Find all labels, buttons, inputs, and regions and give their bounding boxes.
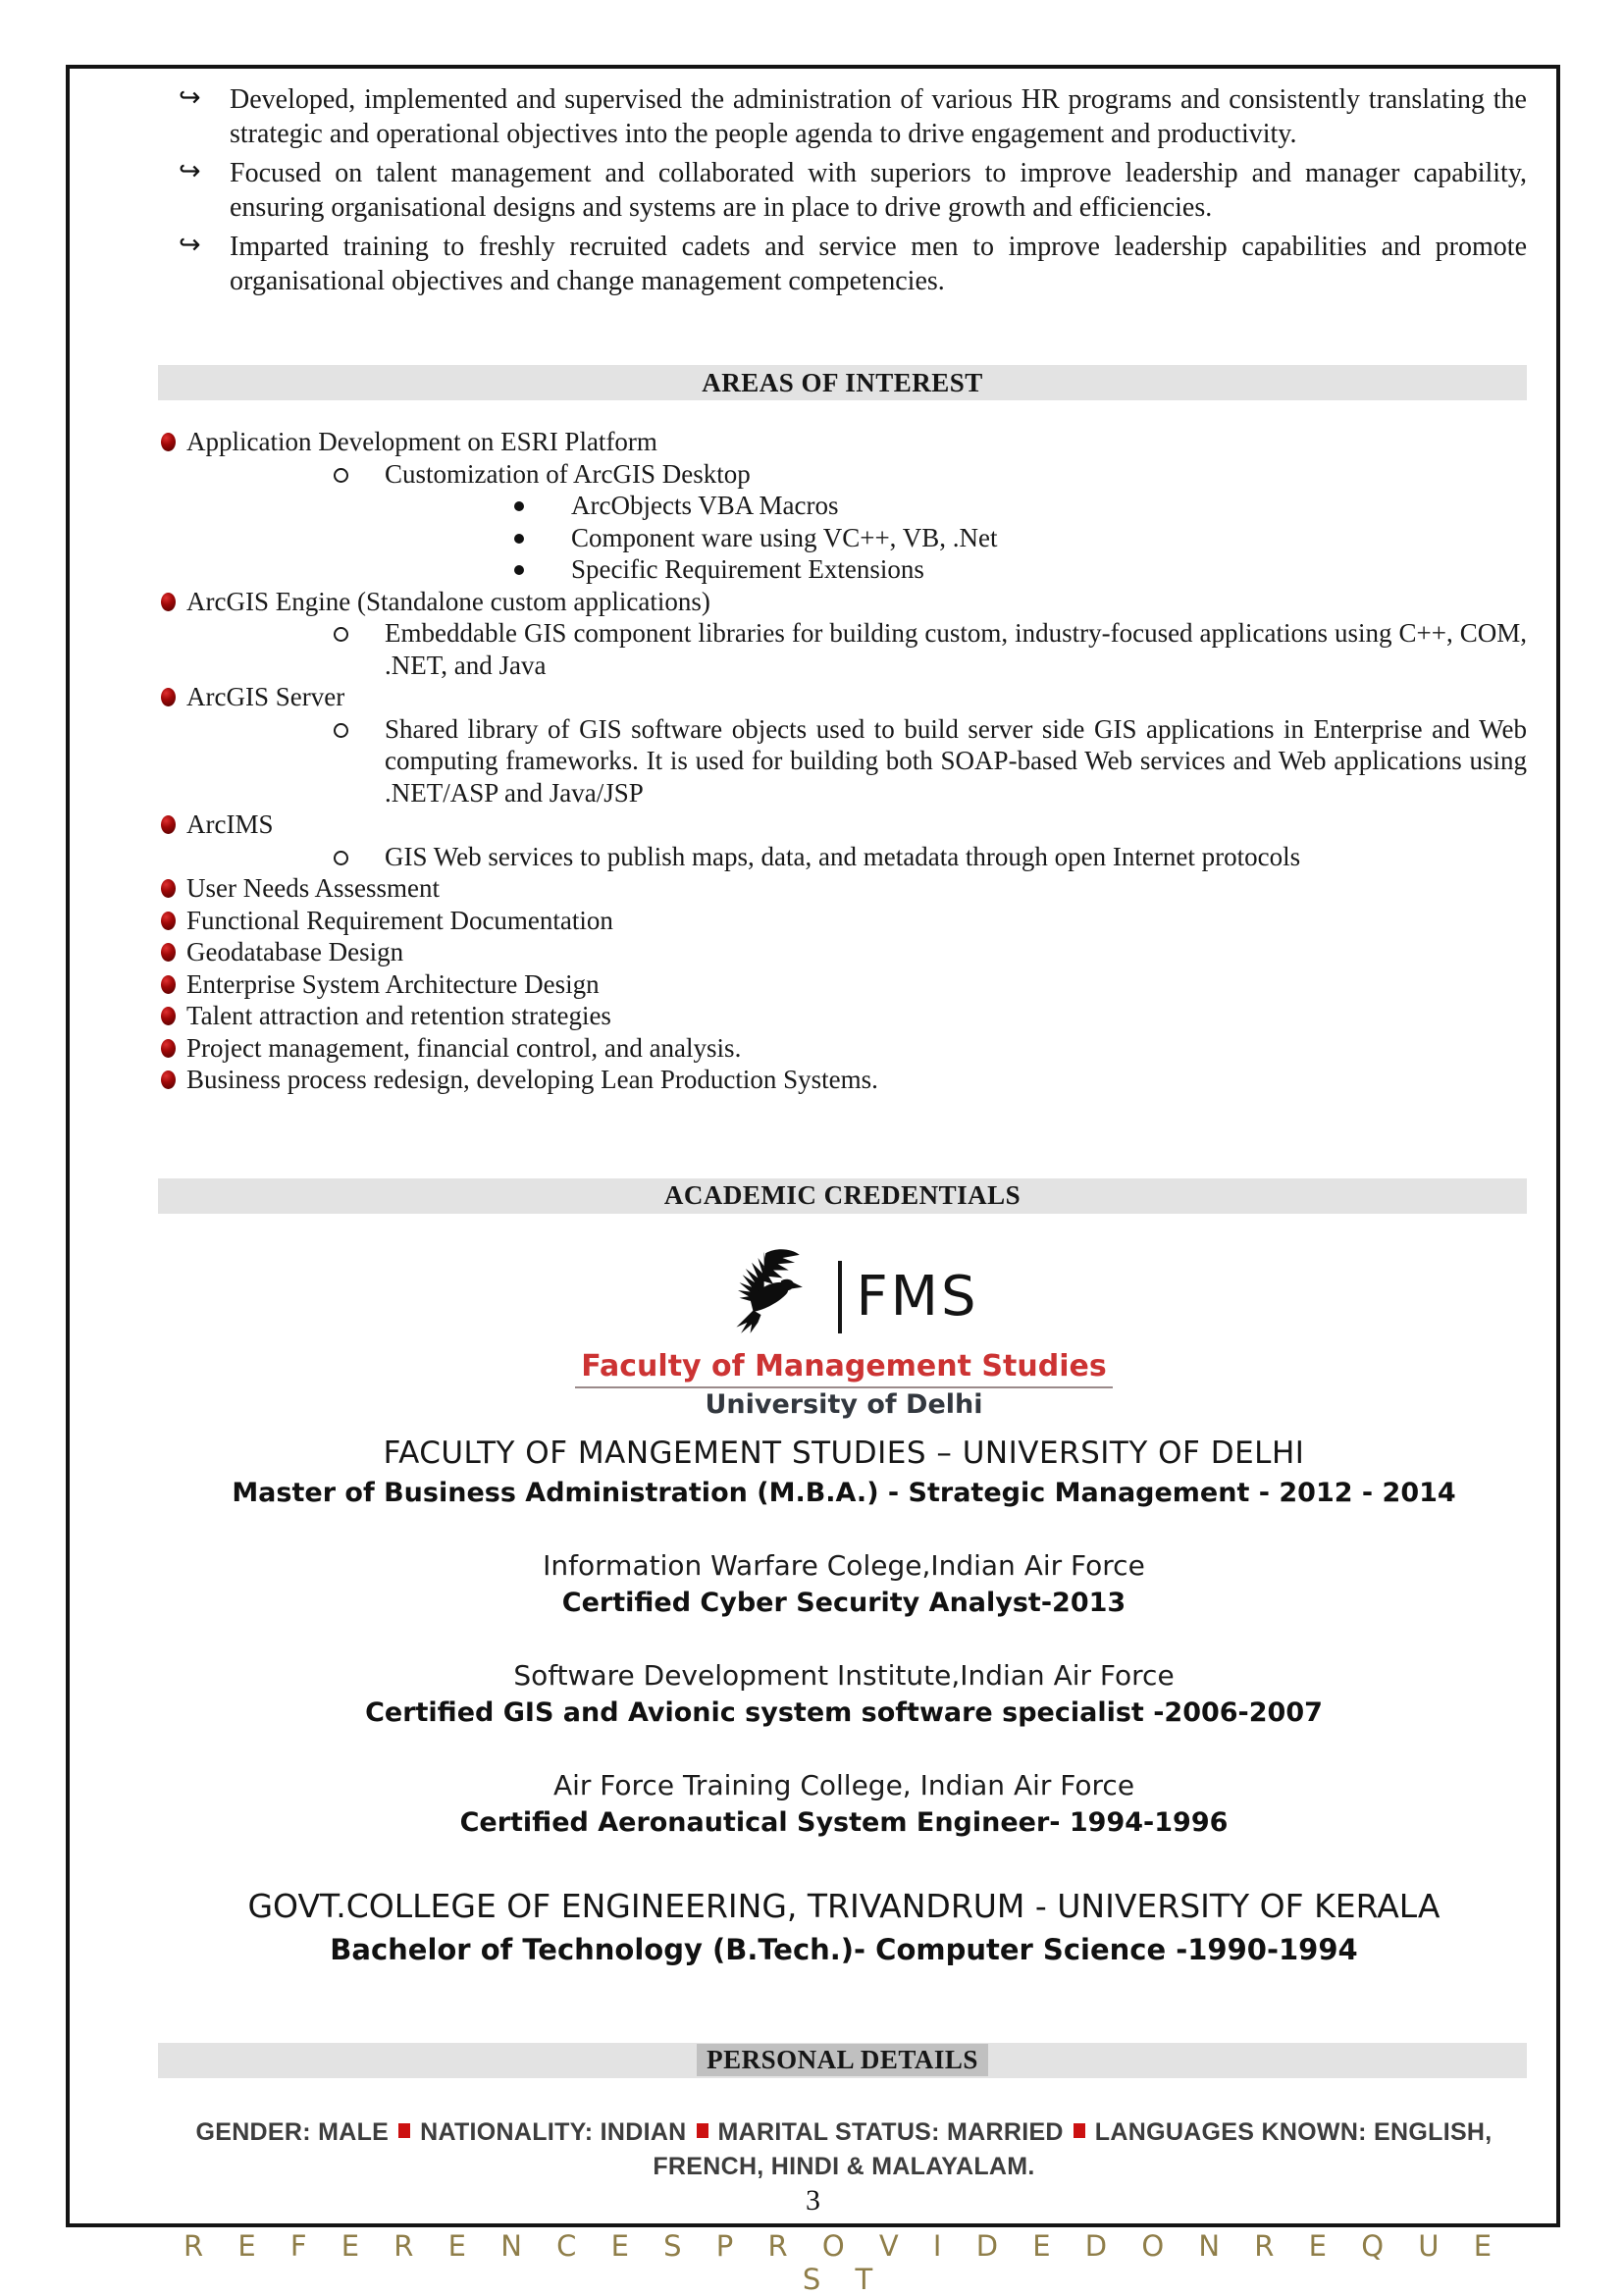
personal-details-line [161, 2115, 1527, 2184]
list-item [161, 809, 1527, 841]
experience-bullet [161, 156, 1527, 225]
red-oval-bullet-icon [161, 1007, 176, 1025]
personal-detail: MARITAL STATUS: MARRIED [717, 2117, 1064, 2146]
list-item [161, 841, 1527, 873]
education-institution: Information Warfare Colege,Indian Air Force [543, 1548, 1145, 1582]
personal-detail: LANGUAGES KNOWN: ENGLISH, [1094, 2117, 1493, 2146]
section-header-areas-of-interest [158, 365, 1527, 400]
list-item [161, 872, 1527, 905]
education-block [161, 1435, 1527, 1966]
section-header-personal-details [158, 2043, 1527, 2078]
list-item [161, 1000, 1527, 1032]
education-entry [161, 1659, 1527, 1728]
education-credential: Certified Aeronautical System Engineer- 1994-1996 [459, 1806, 1229, 1838]
circle-bullet-icon [334, 468, 348, 483]
experience-text: Imparted training to freshly recruited cadets and service men to improve leadership capabilities and promote organisational objectives and change management competencies. [230, 232, 1527, 296]
section-header-academic-credentials [158, 1178, 1527, 1214]
list-item-text: ArcGIS Server [186, 682, 345, 711]
references-note: R E F E R E N C E S P R O V I D E D O N R E Q U E S T [183, 2228, 1505, 2296]
page-frame [66, 65, 1560, 2296]
logo-faculty-name: Faculty of Management Studies [575, 1349, 1112, 1388]
list-item [161, 681, 1527, 713]
list-item-text: GIS Web services to publish maps, data, and metadata through open Internet protocols [385, 841, 1301, 871]
dot-bullet-icon [514, 565, 524, 575]
hook-arrow-icon: ↪ [179, 82, 201, 113]
list-item-text: User Needs Assessment [186, 873, 440, 903]
personal-detail: GENDER: MALE [195, 2117, 390, 2146]
education-institution: Software Development Institute,Indian Air Force [513, 1658, 1175, 1692]
areas-of-interest-list [161, 426, 1527, 1096]
list-item-text: Talent attraction and retention strategies [186, 1001, 611, 1030]
red-oval-bullet-icon [161, 879, 176, 898]
experience-bullet [161, 230, 1527, 298]
list-item-text: Enterprise System Architecture Design [186, 968, 600, 999]
red-oval-bullet-icon [161, 1070, 176, 1089]
experience-list [161, 82, 1527, 298]
red-square-separator-icon [1074, 2123, 1085, 2138]
list-item-text: Specific Requirement Extensions [571, 554, 924, 584]
logo-acronym: FMS [856, 1265, 979, 1329]
logo-divider [838, 1261, 842, 1333]
education-degree: Bachelor of Technology (B.Tech.)- Computer Science -1990-1994 [330, 1932, 1358, 1966]
education-institution: Air Force Training College, Indian Air Force [552, 1768, 1135, 1801]
list-item [161, 617, 1527, 681]
eagle-icon [708, 1247, 824, 1347]
list-item [161, 936, 1527, 968]
education-entry [161, 1549, 1527, 1618]
circle-bullet-icon [334, 851, 348, 865]
hook-arrow-icon: ↪ [179, 230, 201, 260]
experience-text: Focused on talent management and collaborated with superiors to improve leadership and manager capability, ensuring organisational designs and systems are in place to drive growth and efficiencies. [230, 158, 1527, 223]
list-item [161, 458, 1527, 491]
list-item-text: Functional Requirement Documentation [186, 905, 613, 935]
list-item-text: ArcIMS [186, 809, 274, 839]
list-item [161, 522, 1527, 554]
section-title: ACADEMIC CREDENTIALS [663, 1180, 1022, 1210]
education-credential: Certified Cyber Security Analyst-2013 [561, 1587, 1126, 1618]
fms-logo [161, 1247, 1527, 1420]
red-oval-bullet-icon [161, 688, 176, 706]
personal-detail: NATIONALITY: INDIAN [420, 2117, 687, 2146]
list-item [161, 968, 1527, 1001]
red-oval-bullet-icon [161, 912, 176, 930]
section-title: AREAS OF INTEREST [702, 367, 983, 397]
red-oval-bullet-icon [161, 1039, 176, 1058]
education-degree: Master of Business Administration (M.B.A.) - Strategic Management - 2012 - 2014 [232, 1477, 1456, 1508]
list-item-text: ArcGIS Engine (Standalone custom applications) [186, 586, 710, 616]
logo-university-name: University of Delhi [705, 1388, 983, 1420]
red-oval-bullet-icon [161, 433, 176, 451]
experience-bullet [161, 82, 1527, 151]
circle-bullet-icon [334, 627, 348, 642]
list-item [161, 586, 1527, 618]
hook-arrow-icon: ↪ [179, 156, 201, 186]
red-oval-bullet-icon [161, 975, 176, 994]
red-oval-bullet-icon [161, 815, 176, 834]
circle-bullet-icon [334, 723, 348, 738]
red-oval-bullet-icon [161, 593, 176, 611]
section-title: PERSONAL DETAILS [697, 2044, 988, 2076]
list-item [161, 426, 1527, 458]
list-item-text: Embeddable GIS component libraries for building custom, industry-focused applications using C++, COM, .NET, and Java [385, 618, 1527, 680]
page-number: 3 [806, 2184, 820, 2217]
red-oval-bullet-icon [161, 943, 176, 962]
list-item [161, 713, 1527, 809]
list-item-text: Business process redesign, developing Lean Production Systems. [186, 1065, 878, 1094]
red-square-separator-icon [398, 2123, 410, 2138]
list-item-text: Component ware using VC++, VB, .Net [571, 522, 998, 552]
education-credential: Certified GIS and Avionic system software specialist -2006-2007 [365, 1696, 1323, 1728]
dot-bullet-icon [514, 534, 524, 544]
list-item-text: Shared library of GIS software objects used to build server side GIS applications in Enterprise and Web computing frameworks. It is used for building both SOAP-based Web services and Web applications using .NET/ASP and Java/JSP [385, 713, 1527, 808]
education-institution: GOVT.COLLEGE OF ENGINEERING, TRIVANDRUM - UNIVERSITY OF KERALA [247, 1886, 1441, 1925]
list-item [161, 1064, 1527, 1096]
dot-bullet-icon [514, 501, 524, 511]
list-item-text: Customization of ArcGIS Desktop [385, 458, 751, 489]
list-item-text: ArcObjects VBA Macros [571, 491, 839, 520]
red-square-separator-icon [697, 2123, 708, 2138]
list-item [161, 553, 1527, 586]
education-institution: FACULTY OF MANGEMENT STUDIES – UNIVERSITY OF DELHI [383, 1435, 1305, 1471]
list-item-text: Project management, financial control, and analysis. [186, 1032, 742, 1063]
list-item [161, 905, 1527, 937]
personal-detail: FRENCH, HINDI & MALAYALAM. [653, 2152, 1035, 2180]
list-item [161, 490, 1527, 522]
list-item-text: Geodatabase Design [186, 937, 404, 966]
experience-text: Developed, implemented and supervised the administration of various HR programs and consistently translating the strategic and operational objectives into the people agenda to drive engagement and productivity. [230, 84, 1527, 149]
education-entry [161, 1769, 1527, 1838]
list-item-text: Application Development on ESRI Platform [186, 427, 657, 456]
list-item [161, 1032, 1527, 1065]
